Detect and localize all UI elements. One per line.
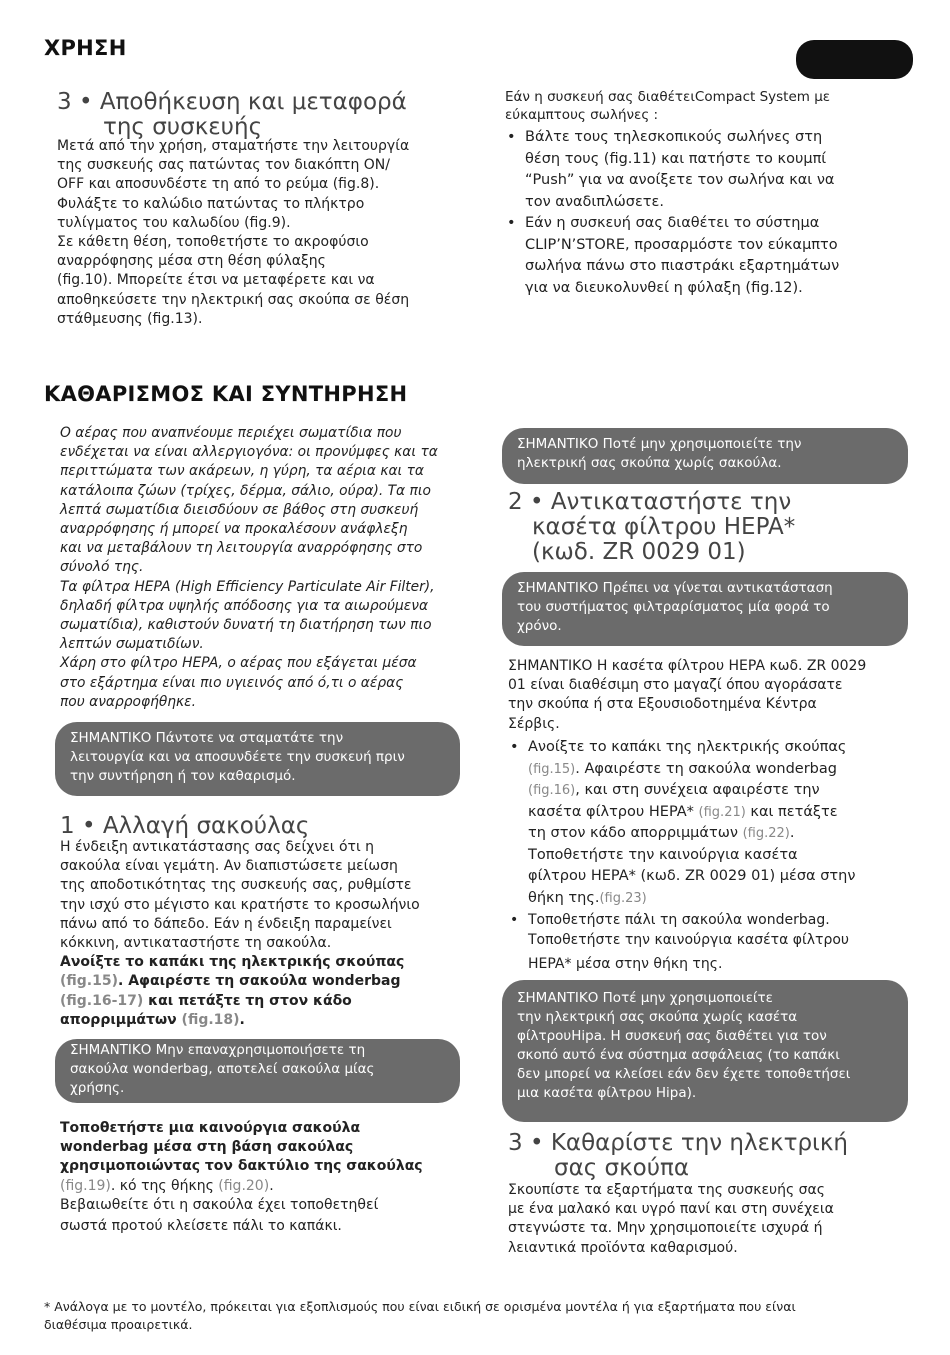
text-line: αποθηκεύσετε την ηλεκτρική σας σκούπα σε θέση xyxy=(57,291,410,308)
text-line: αναρρόφησης μέσα στη θέση φύλαξης xyxy=(57,253,326,270)
heading-hepa-line1: 2 • Αντικαταστήστε την xyxy=(508,489,792,515)
text-line: OFF και αποσυνδέστε τη από το ρεύμα (fig.8). xyxy=(57,176,380,193)
note-line: δεν μπορεί να κλείσει εάν δεν έχετε τοποθετήσει xyxy=(517,1066,851,1082)
text-line: Τα φίλτρα HEPA (High Efficiency Particulate Air Filter), xyxy=(60,578,435,595)
note-never-without-hipa xyxy=(502,980,908,1122)
text-line: στεγνώστε τα. Μην χρησιμοποιείτε ισχυρά ή xyxy=(508,1220,823,1237)
note-line: λειτουργία και να αποσυνδέετε την συσκευή πριν xyxy=(70,749,405,765)
note-never-without-bag xyxy=(502,428,908,484)
bold-instruction-line: χρησιμοποιώντας τον δακτύλιο της σακούλας xyxy=(60,1158,423,1175)
hepa-steps-list xyxy=(508,737,918,974)
footnote-line: * Ανάλογα με το μοντέλο, πρόκειται για εξοπλισμούς που είναι ειδική σε ορισμένα μοντέλα ή για εξαρτήματα που είναι xyxy=(44,1299,796,1314)
section-title-cleaning: ΚΑΘΑΡΙΣΜΟΣ ΚΑΙ ΣΥΝΤΗΡΗΣΗ xyxy=(44,382,408,406)
text-line: αναρρόφησης ή μπορεί να προκαλέσουν ανάφλεξη xyxy=(60,521,408,538)
heading-hepa-line2: κασέτα φίλτρου HEPA* xyxy=(532,514,796,540)
text-line: της συσκευής σας πατώντας τον διακόπτη ON/ xyxy=(57,157,390,174)
text-line: τυλίγματος του καλωδίου (fig.9). xyxy=(57,214,291,231)
note-line: φίλτρουHipa. Η συσκευή σας διαθέτει για τον xyxy=(517,1028,827,1044)
heading-clean-line2: σας σκούπα xyxy=(554,1155,690,1181)
text-line: ενδέχεται να είναι αλλεργιογόνα: οι προνύμφες και τα xyxy=(60,444,438,461)
text-line: ΣΗΜΑΝΤΙΚΟ Η κασέτα φίλτρου HEPA κωδ. ZR 0029 xyxy=(508,658,867,674)
heading-storage-line1: 3 • Αποθήκευση και μεταφορά xyxy=(57,89,407,115)
section-title-usage: ΧΡΗΣΗ xyxy=(44,36,127,60)
intro-italic-text xyxy=(60,424,470,712)
list-item: • Ανοίξτε το καπάκι της ηλεκτρικής σκούπας (fig.15). Αφαιρέστε τη σακούλα wonderbag (fig.16), και στη συνέχεια αφαιρέστε την κασέτα φίλτρου HEPA* (fig.21) και πετάξτε τη στον κάδο απορριμμάτων (fig.22). Τοποθετήστε την καινούργια κασέτα φίλτρου HEPA* (κωδ. ZR 0029 01) μέσα στην θήκη της.(fig.23) xyxy=(508,737,918,909)
text-line: κατάλοιπα ζώων (τρίχες, δέρμα, σάλιο, ούρα). Τα πιο xyxy=(60,482,431,499)
text-line: Χάρη στο φίλτρο HEPA, ο αέρας που εξάγεται μέσα xyxy=(60,655,417,672)
list-item: • Εάν η συσκευή σας διαθέτει το σύστημα CLIP’N’STORE, προσαρμόστε τον εύκαμπτο σωλήνα πάνω στο πιαστράκι εξαρτημάτων για να διευκολυνθεί η φύλαξη (fig.12). xyxy=(505,213,915,299)
text-line: Φυλάξτε το καλώδιο πατώντας το πλήκτρο xyxy=(57,195,365,212)
compact-system-text xyxy=(505,88,915,124)
text-line: Ο αέρας που αναπνέουμε περιέχει σωματίδια που xyxy=(60,425,402,441)
note-line: ΣΗΜΑΝΤΙΚΟ Πρέπει να γίνεται αντικατάσταση xyxy=(517,580,833,596)
note-line: την συντήρηση ή τον καθαρισμό. xyxy=(70,768,296,784)
text-line: με ένα μαλακό και υγρό πανί και στη συνέχεια xyxy=(508,1201,834,1218)
text-line: λεπτών σωματιδίων. xyxy=(60,636,204,653)
note-line: σακούλα wonderbag, αποτελεί σακούλα μίας xyxy=(70,1061,375,1077)
text-line: σωστά προτού κλείσετε πάλι το καπάκι. xyxy=(60,1218,342,1235)
text-line: (fig.19). κό της θήκης (fig.20). xyxy=(60,1177,274,1194)
list-item: • Τοποθετήστε πάλι τη σακούλα wonderbag. Τοποθετήστε την καινούργια κασέτα φίλτρου HEPA* μέσα στην θήκη της. xyxy=(508,910,918,974)
bold-instruction-line: wonderbag μέσα στη βάση σακούλας xyxy=(60,1139,354,1156)
text-line: στο εξάρτημα είναι πιο υγιεινός από ό,τι ο αέρας xyxy=(60,674,404,691)
heading-hepa-replace xyxy=(508,490,795,565)
text-line: πάνω από το δάπεδο. Εάν η ένδειξη παραμείνει xyxy=(60,915,392,932)
bold-instruction-line: Ανοίξτε το καπάκι της ηλεκτρικής σκούπας xyxy=(60,954,405,971)
text-line: της αποδοτικότητας της συσκευής σας, ρυθμίστε xyxy=(60,877,412,894)
text-line: κόκκινη, αντικαταστήστε τη σακούλα. xyxy=(60,935,332,952)
note-line: ΣΗΜΑΝΤΙΚΟ Ποτέ μην χρησιμοποιείτε xyxy=(517,990,773,1006)
note-line: μια κασέτα φίλτρου Hipa). xyxy=(517,1085,697,1101)
text-line: Η ένδειξη αντικατάστασης σας δείχνει ότι η xyxy=(60,839,375,855)
text-line: Βεβαιωθείτε ότι η σακούλα έχει τοποθετηθεί xyxy=(60,1196,379,1213)
footnote-line: διαθέσιμα προαιρετικά. xyxy=(44,1317,193,1332)
heading-hepa-line3: (κωδ. ZR 0029 01) xyxy=(532,539,746,565)
text-line: λεπτά σωματίδια διεισδύουν σε βάθος στη συσκευή xyxy=(60,501,419,518)
text-line: την ισχύ στο μέγιστο και κρατήστε το κροσωλήνιο xyxy=(60,896,420,913)
new-bag-text xyxy=(60,1119,470,1236)
text-line: εύκαμπτους σωλήνες : xyxy=(505,107,659,123)
text-line: σωματίδια), καθιστούν δυνατή τη διατήρηση των πιο xyxy=(60,617,432,634)
text-line: την σκούπα ή στα Εξουσιοδοτημένα Κέντρα xyxy=(508,696,817,713)
clean-vacuum-text xyxy=(508,1181,918,1258)
note-do-not-reuse xyxy=(55,1039,460,1103)
text-line: (fig.10). Μπορείτε έτσι να μεταφέρετε και να xyxy=(57,272,375,289)
note-always-unplug xyxy=(55,722,460,796)
note-line: ΣΗΜΑΝΤΙΚΟ Πάντοτε να σταματάτε την xyxy=(70,730,344,746)
language-tab-pill xyxy=(796,40,913,79)
text-line: Εάν η συσκευή σας διαθέτειCompact System με xyxy=(505,89,831,105)
text-line: σύνολό της. xyxy=(60,559,144,576)
heading-clean-line1: 3 • Καθαρίστε την ηλεκτρική xyxy=(508,1130,848,1156)
note-replace-yearly xyxy=(502,572,908,646)
text-line: που αναρροφήθηκε. xyxy=(60,693,196,710)
storage-text xyxy=(57,137,467,329)
footnote xyxy=(44,1298,924,1334)
bold-instruction-line: Τοποθετήστε μια καινούργια σακούλα xyxy=(60,1120,361,1136)
note-line: χρήσης. xyxy=(70,1080,125,1096)
text-line: Μετά από την χρήση, σταματήστε την λειτουργία xyxy=(57,138,410,154)
text-line: 01 είναι διαθέσιμη στο μαγαζί όπου αγοράσατε xyxy=(508,677,843,694)
text-line: Σκουπίστε τα εξαρτήματα της συσκευής σας xyxy=(508,1182,825,1198)
heading-bag-change: 1 • Αλλαγή σακούλας xyxy=(60,813,310,839)
compact-system-list xyxy=(505,127,915,299)
text-line: Σέρβις. xyxy=(508,715,560,732)
bag-change-text xyxy=(60,838,470,1030)
heading-clean-vacuum xyxy=(508,1131,848,1181)
list-item: • Βάλτε τους τηλεσκοπικούς σωλήνες στη θέση τους (fig.11) και πατήστε το κουμπί “Push” για να ανοίξετε τον σωλήνα και να τον αναδιπλώσετε. xyxy=(505,127,915,213)
text-line: στάθμευσης (fig.13). xyxy=(57,310,203,327)
text-line: δηλαδή φίλτρα υψηλής απόδοσης για τα αιωρούμενα xyxy=(60,597,429,614)
text-line: και να μεταβάλουν τη λειτουργία αναρρόφησης στο xyxy=(60,540,423,557)
note-line: του συστήματος φιλτραρίσματος μία φορά το xyxy=(517,599,830,615)
heading-storage xyxy=(57,90,407,140)
note-line: ΣΗΜΑΝΤΙΚΟ Ποτέ μην χρησιμοποιείτε την xyxy=(517,436,802,452)
text-line: σακούλα είναι γεμάτη. Αν διαπιστώσετε μείωση xyxy=(60,858,398,875)
note-line: ΣΗΜΑΝΤΙΚΟ Μην επαναχρησιμοποιήσετε τη xyxy=(70,1042,366,1058)
note-line: ηλεκτρική σας σκούπα χωρίς σακούλα. xyxy=(517,455,782,471)
hepa-availability-text xyxy=(508,657,918,734)
text-line: περιττώματα των ακάρεων, η γύρη, τα αέρια και τα xyxy=(60,463,425,480)
text-line: λειαντικά προϊόντα καθαρισμού. xyxy=(508,1239,738,1256)
heading-storage-line2: της συσκευής xyxy=(103,114,263,140)
text-line: Σε κάθετη θέση, τοποθετήστε το ακροφύσιο xyxy=(57,234,369,251)
bold-instruction-line: (fig.16-17) και πετάξτε τη στον κάδο xyxy=(60,992,352,1009)
bold-instruction-line: (fig.15). Αφαιρέστε τη σακούλα wonderbag xyxy=(60,973,401,990)
bold-instruction-line: απορριμμάτων (fig.18). xyxy=(60,1011,245,1028)
note-line: χρόνο. xyxy=(517,618,562,634)
note-line: την ηλεκτρική σας σκούπα χωρίς κασέτα xyxy=(517,1009,798,1025)
note-line: σκοπό αυτό ένα σύστημα ασφάλειας (το καπάκι xyxy=(517,1047,840,1063)
